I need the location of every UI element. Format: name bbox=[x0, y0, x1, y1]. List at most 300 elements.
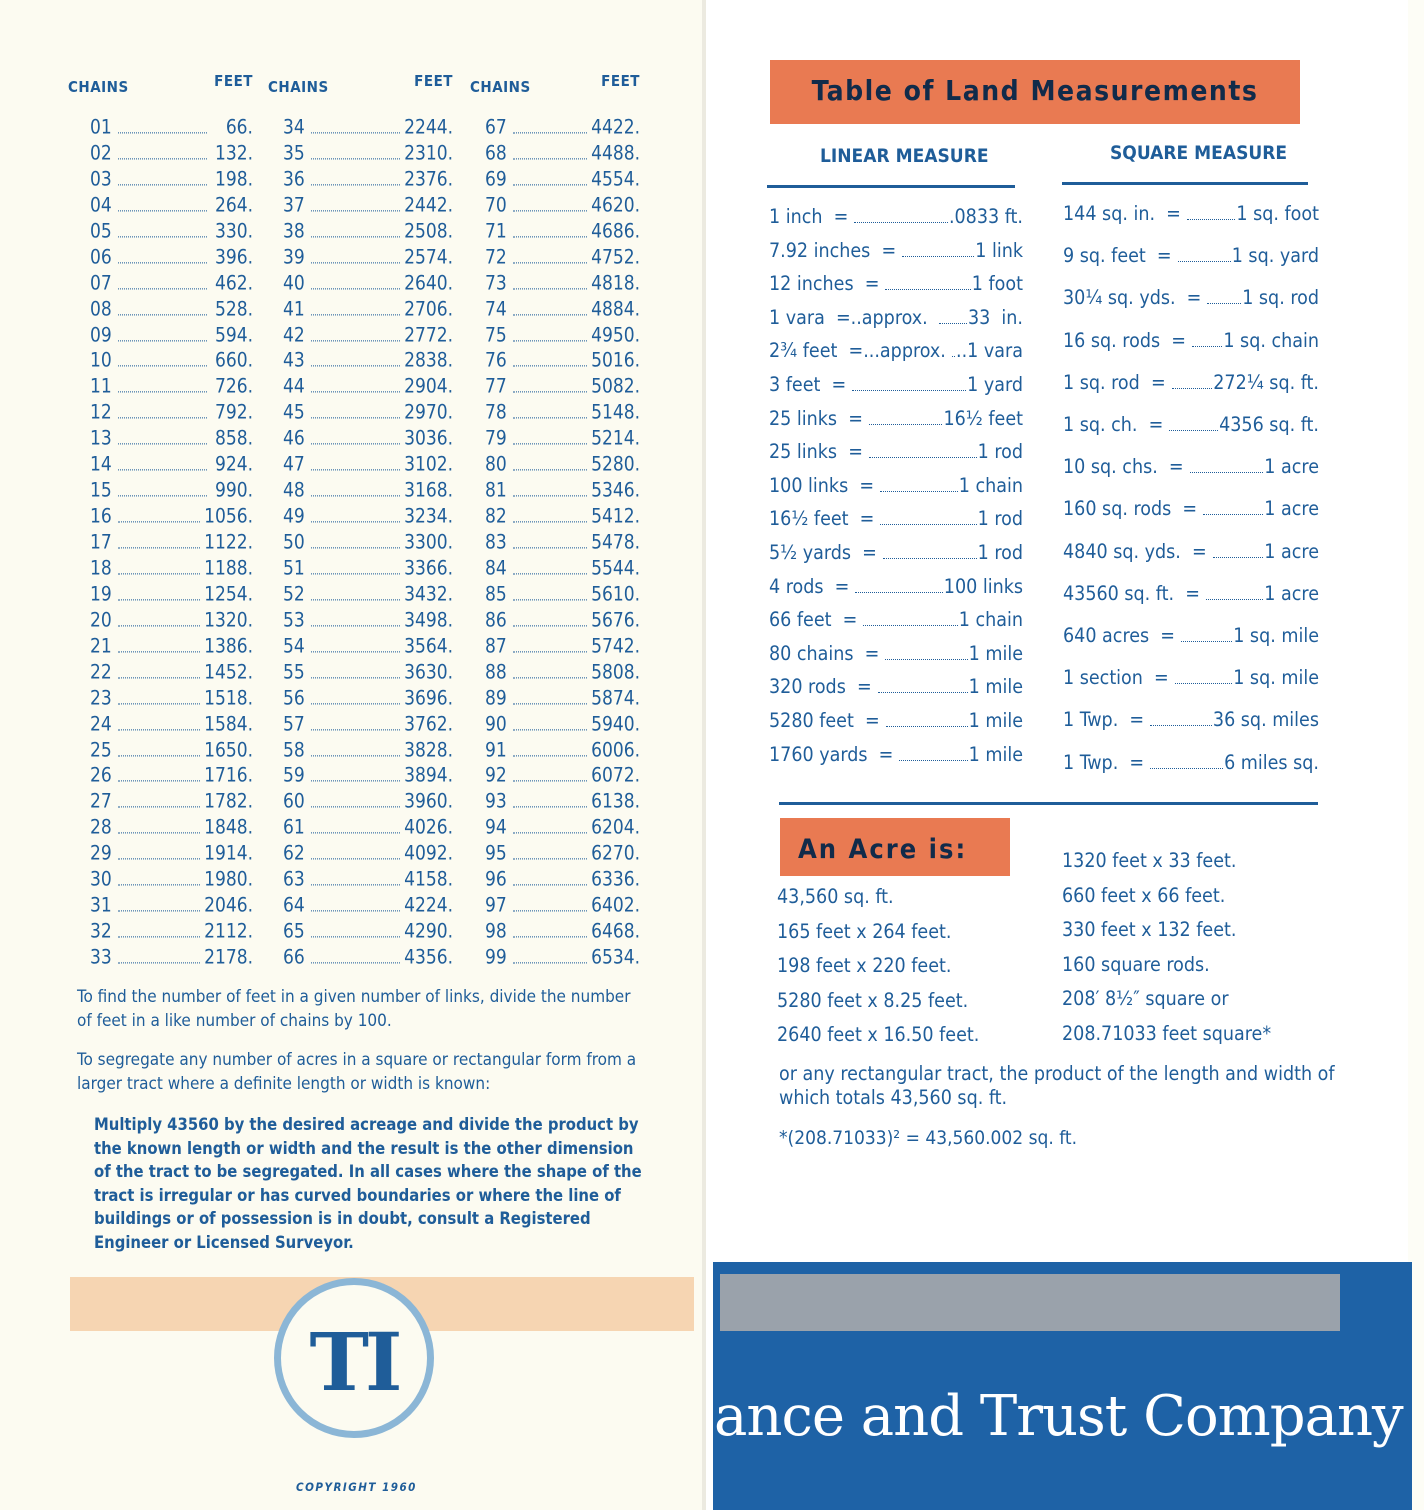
dot-leader bbox=[118, 547, 200, 548]
dot-leader bbox=[1175, 683, 1232, 684]
measure-equivalent: 1 foot bbox=[971, 272, 1023, 296]
table-row bbox=[283, 864, 453, 891]
dot-leader bbox=[311, 833, 400, 834]
dot-leader bbox=[513, 392, 587, 393]
feet-value: 4752. bbox=[591, 245, 640, 269]
dot-leader bbox=[939, 323, 967, 324]
measure-row bbox=[769, 238, 1023, 262]
dot-leader bbox=[118, 781, 200, 782]
measure-term: 30¼ sq. yds. = bbox=[1063, 286, 1202, 310]
dot-leader bbox=[1190, 472, 1264, 473]
feet-value: 726. bbox=[214, 374, 253, 398]
dot-leader bbox=[513, 521, 587, 522]
feet-value: 6006. bbox=[591, 737, 640, 762]
measure-equivalent: 16½ feet bbox=[943, 406, 1023, 430]
table-row bbox=[485, 915, 640, 942]
chains-value: 67 bbox=[485, 115, 507, 139]
feet-value: 3432. bbox=[404, 582, 453, 606]
feet-value: 5940. bbox=[591, 712, 640, 736]
chains-value: 81 bbox=[485, 478, 507, 502]
measure-row bbox=[769, 439, 1023, 463]
table-row bbox=[283, 189, 453, 216]
acre-equivalent: 330 feet x 132 feet. bbox=[1062, 918, 1237, 941]
table-row bbox=[485, 838, 640, 865]
table-row bbox=[90, 345, 253, 372]
dot-leader bbox=[311, 703, 400, 704]
chains-value: 69 bbox=[485, 167, 507, 191]
table-row bbox=[90, 267, 253, 294]
chains-value: 73 bbox=[485, 271, 507, 295]
feet-value: 1122. bbox=[204, 530, 253, 554]
dot-leader bbox=[513, 184, 587, 185]
measure-row bbox=[1063, 539, 1319, 563]
section-divider bbox=[779, 802, 1318, 805]
chains-value: 25 bbox=[90, 737, 112, 762]
dot-leader bbox=[311, 910, 400, 911]
dot-leader bbox=[311, 288, 400, 289]
measure-term: 5½ yards = bbox=[769, 541, 877, 564]
dot-leader bbox=[899, 760, 967, 761]
dot-leader bbox=[1207, 303, 1241, 304]
feet-value: 3498. bbox=[404, 608, 453, 632]
table-row bbox=[485, 604, 640, 631]
feet-header: FEET bbox=[214, 72, 253, 90]
dot-leader bbox=[118, 625, 200, 626]
table-row bbox=[90, 552, 253, 579]
dot-leader bbox=[513, 962, 587, 963]
dot-leader bbox=[311, 314, 400, 315]
ti-logo bbox=[274, 1278, 434, 1438]
dot-leader bbox=[513, 314, 587, 315]
chains-value: 42 bbox=[283, 322, 305, 347]
chains-value: 99 bbox=[485, 945, 507, 969]
feet-value: 3696. bbox=[404, 686, 453, 710]
dot-leader bbox=[118, 210, 207, 211]
chains-value: 95 bbox=[485, 841, 507, 865]
measure-term: 10 sq. chs. = bbox=[1063, 455, 1184, 479]
dot-leader bbox=[513, 288, 587, 289]
chains-value: 39 bbox=[283, 245, 305, 269]
dot-leader bbox=[513, 366, 587, 367]
measure-term: 320 rods = bbox=[769, 675, 872, 699]
measure-equivalent: 1 chain bbox=[958, 608, 1023, 632]
dot-leader bbox=[118, 288, 207, 289]
chains-header: CHAINS bbox=[470, 78, 531, 96]
dot-leader bbox=[118, 833, 200, 834]
dot-leader bbox=[311, 340, 400, 341]
table-row bbox=[283, 111, 453, 138]
measure-equivalent: 1 mile bbox=[968, 675, 1023, 699]
measure-term: 2¾ feet =...approx. bbox=[769, 339, 946, 363]
feet-header: FEET bbox=[414, 72, 453, 90]
chains-value: 96 bbox=[485, 867, 507, 891]
table-row bbox=[485, 500, 640, 527]
measure-row bbox=[1063, 623, 1319, 647]
chains-value: 14 bbox=[90, 452, 112, 476]
dot-leader bbox=[880, 524, 976, 525]
measure-equivalent: 6 miles sq. bbox=[1224, 750, 1319, 774]
chains-value: 56 bbox=[283, 686, 305, 710]
chains-value: 97 bbox=[485, 893, 507, 917]
feet-value: 5874. bbox=[591, 686, 640, 710]
dot-leader bbox=[311, 547, 400, 548]
chains-value: 53 bbox=[283, 608, 305, 632]
dot-leader bbox=[118, 936, 200, 937]
table-row bbox=[485, 708, 640, 735]
dot-leader bbox=[118, 962, 200, 963]
dot-leader bbox=[854, 222, 948, 223]
measure-term: 640 acres = bbox=[1063, 624, 1176, 647]
chains-value: 61 bbox=[283, 815, 305, 839]
dot-leader bbox=[311, 651, 400, 652]
chains-value: 19 bbox=[90, 582, 112, 606]
chains-value: 98 bbox=[485, 919, 507, 943]
acre-equivalent: 165 feet x 264 feet. bbox=[777, 919, 952, 943]
dot-leader bbox=[513, 340, 587, 341]
table-row bbox=[485, 864, 640, 891]
acre-equivalent: 5280 feet x 8.25 feet. bbox=[777, 988, 969, 1012]
feet-value: 2112. bbox=[204, 919, 253, 943]
measure-row bbox=[769, 305, 1023, 329]
dot-leader bbox=[311, 444, 400, 445]
dot-leader bbox=[118, 262, 207, 263]
table-row bbox=[90, 293, 253, 320]
feet-value: 2244. bbox=[404, 115, 453, 139]
measure-equivalent: ..1 vara bbox=[956, 339, 1023, 363]
chains-value: 35 bbox=[283, 141, 305, 165]
dot-leader bbox=[513, 833, 587, 834]
measure-term: 1 inch = bbox=[769, 205, 849, 228]
table-row bbox=[90, 449, 253, 476]
links-note: To find the number of feet in a given number of links, divide the number of feet in a like number of chains by 100. bbox=[77, 987, 631, 1031]
measure-row bbox=[1063, 581, 1319, 605]
dot-leader bbox=[1181, 641, 1232, 642]
dot-leader bbox=[311, 392, 400, 393]
chains-value: 94 bbox=[485, 815, 507, 839]
table-row bbox=[485, 552, 640, 579]
feet-value: 5280. bbox=[591, 452, 640, 476]
dot-leader bbox=[311, 469, 400, 470]
chains-value: 78 bbox=[485, 400, 507, 424]
dot-leader bbox=[118, 651, 200, 652]
measure-term: 1 Twp. = bbox=[1063, 708, 1145, 732]
table-row bbox=[90, 500, 253, 527]
table-row bbox=[283, 708, 453, 735]
feet-value: 924. bbox=[214, 452, 253, 476]
table-row bbox=[283, 371, 453, 398]
feet-value: 4026. bbox=[404, 815, 453, 839]
measure-row bbox=[1063, 665, 1319, 689]
table-row bbox=[283, 656, 453, 683]
table-row bbox=[90, 189, 253, 216]
dot-leader bbox=[513, 444, 587, 445]
table-row bbox=[283, 578, 453, 605]
measure-equivalent: 1 rod bbox=[977, 440, 1023, 464]
table-row bbox=[90, 371, 253, 398]
table-column-header bbox=[268, 72, 453, 100]
table-row bbox=[283, 760, 453, 787]
chains-value: 60 bbox=[283, 789, 305, 813]
chains-value: 16 bbox=[90, 504, 112, 528]
feet-value: 5676. bbox=[591, 608, 640, 632]
acre-equivalent: 2640 feet x 16.50 feet. bbox=[777, 1023, 980, 1046]
measure-row bbox=[1063, 750, 1319, 774]
table-row bbox=[283, 163, 453, 190]
measure-row bbox=[1063, 454, 1319, 478]
chains-value: 33 bbox=[90, 945, 112, 969]
chains-value: 06 bbox=[90, 245, 112, 269]
feet-value: 66. bbox=[225, 115, 253, 139]
measure-term: 144 sq. in. = bbox=[1063, 202, 1181, 225]
table-row bbox=[90, 526, 253, 553]
measure-term: 12 inches = bbox=[769, 272, 880, 296]
feet-value: 198. bbox=[214, 167, 253, 191]
table-row bbox=[283, 838, 453, 865]
chains-value: 43 bbox=[283, 348, 305, 373]
feet-value: 3168. bbox=[404, 478, 453, 502]
feet-value: 3894. bbox=[404, 763, 453, 788]
feet-value: 4290. bbox=[404, 919, 453, 943]
measure-equivalent: 1 sq. chain bbox=[1223, 328, 1319, 352]
feet-value: 2046. bbox=[204, 893, 253, 917]
chains-value: 58 bbox=[283, 737, 305, 762]
feet-value: 1914. bbox=[204, 841, 253, 865]
feet-value: 1320. bbox=[204, 608, 253, 632]
table-row bbox=[90, 656, 253, 683]
table-row bbox=[283, 941, 453, 968]
measure-equivalent: 1 link bbox=[975, 238, 1023, 262]
dot-leader bbox=[118, 158, 207, 159]
table-row bbox=[90, 915, 253, 942]
chains-value: 40 bbox=[283, 271, 305, 295]
chains-value: 29 bbox=[90, 841, 112, 865]
table-column-header bbox=[68, 72, 253, 100]
chains-value: 79 bbox=[485, 426, 507, 450]
table-row bbox=[90, 319, 253, 346]
dot-leader bbox=[311, 884, 400, 885]
feet-value: 2706. bbox=[404, 297, 453, 321]
table-row bbox=[283, 215, 453, 242]
dot-leader bbox=[513, 859, 587, 860]
measure-row bbox=[769, 406, 1023, 430]
chains-value: 26 bbox=[90, 763, 112, 788]
chains-value: 22 bbox=[90, 660, 112, 684]
dot-leader bbox=[311, 573, 400, 574]
chains-value: 10 bbox=[90, 348, 112, 373]
dot-leader bbox=[311, 599, 400, 600]
chains-value: 07 bbox=[90, 271, 112, 295]
dot-leader bbox=[513, 936, 587, 937]
feet-value: 3564. bbox=[404, 634, 453, 658]
feet-value: 1518. bbox=[204, 686, 253, 710]
chains-value: 76 bbox=[485, 348, 507, 373]
dot-leader bbox=[311, 859, 400, 860]
chains-value: 74 bbox=[485, 297, 507, 321]
table-row bbox=[90, 241, 253, 268]
table-row bbox=[485, 267, 640, 294]
chains-value: 03 bbox=[90, 167, 112, 191]
dot-leader bbox=[513, 599, 587, 600]
dot-leader bbox=[118, 469, 207, 470]
table-row bbox=[283, 630, 453, 657]
chains-value: 23 bbox=[90, 686, 112, 710]
feet-value: 4950. bbox=[591, 322, 640, 347]
feet-value: 4224. bbox=[404, 893, 453, 917]
feet-value: 5214. bbox=[591, 426, 640, 450]
dot-leader bbox=[118, 314, 207, 315]
feet-value: 2772. bbox=[404, 322, 453, 347]
dot-leader bbox=[886, 726, 968, 727]
dot-leader bbox=[513, 755, 587, 756]
dot-leader bbox=[513, 651, 587, 652]
dot-leader bbox=[118, 340, 207, 341]
measure-equivalent: 1 rod bbox=[977, 507, 1023, 531]
measure-term: 66 feet = bbox=[769, 608, 858, 632]
measure-term: 4840 sq. yds. = bbox=[1063, 539, 1207, 563]
dot-leader bbox=[118, 495, 207, 496]
acre-equivalent: 660 feet x 66 feet. bbox=[1062, 883, 1226, 907]
table-row bbox=[90, 423, 253, 450]
measure-term: 1 sq. ch. = bbox=[1063, 413, 1164, 436]
measure-term: 1 Twp. = bbox=[1063, 750, 1145, 774]
dot-leader bbox=[1187, 219, 1235, 220]
table-row bbox=[283, 915, 453, 942]
table-row bbox=[90, 812, 253, 839]
feet-value: 660. bbox=[214, 348, 253, 373]
feet-value: 3300. bbox=[404, 530, 453, 554]
dot-leader bbox=[118, 444, 207, 445]
chains-value: 05 bbox=[90, 219, 112, 243]
table-row bbox=[90, 604, 253, 631]
feet-value: 2838. bbox=[404, 348, 453, 373]
feet-value: 3960. bbox=[404, 789, 453, 813]
table-row bbox=[485, 474, 640, 501]
table-row bbox=[283, 449, 453, 476]
chains-value: 36 bbox=[283, 167, 305, 191]
table-row bbox=[283, 397, 453, 424]
measure-term: 5280 feet = bbox=[769, 709, 880, 732]
dot-leader bbox=[311, 962, 400, 963]
measure-equivalent: 1 chain bbox=[958, 473, 1023, 497]
table-row bbox=[283, 552, 453, 579]
dot-leader bbox=[1150, 725, 1212, 726]
chains-value: 49 bbox=[283, 504, 305, 528]
measure-equivalent: 1 sq. yard bbox=[1231, 244, 1319, 268]
feet-value: 4356. bbox=[404, 945, 453, 969]
chains-value: 86 bbox=[485, 608, 507, 632]
company-name: ance and Trust Company bbox=[714, 1384, 1403, 1449]
chains-value: 15 bbox=[90, 478, 112, 502]
dot-leader bbox=[902, 256, 974, 257]
feet-value: 2970. bbox=[404, 400, 453, 424]
feet-value: 4620. bbox=[591, 193, 640, 217]
table-row bbox=[90, 786, 253, 813]
table-row bbox=[283, 137, 453, 164]
dot-leader bbox=[952, 356, 955, 357]
acre-equivalent: 208.71033 feet square* bbox=[1062, 1021, 1272, 1045]
measure-equivalent: 1 mile bbox=[968, 742, 1023, 766]
table-row bbox=[485, 397, 640, 424]
table-row bbox=[283, 526, 453, 553]
acre-equivalent: 160 square rods. bbox=[1062, 952, 1210, 976]
dot-leader bbox=[311, 132, 400, 133]
measure-row bbox=[769, 641, 1023, 665]
measure-row bbox=[769, 708, 1023, 732]
measure-term: 80 chains = bbox=[769, 641, 880, 665]
chains-value: 01 bbox=[90, 115, 112, 139]
measure-row bbox=[769, 742, 1023, 766]
feet-value: 6072. bbox=[591, 763, 640, 788]
feet-value: 1650. bbox=[204, 737, 253, 762]
dot-leader bbox=[513, 703, 587, 704]
measure-row bbox=[769, 674, 1023, 698]
chains-value: 02 bbox=[90, 141, 112, 165]
feet-value: 396. bbox=[214, 245, 253, 269]
acre-title: An Acre is: bbox=[798, 834, 968, 865]
title-banner bbox=[770, 60, 1300, 124]
table-row bbox=[485, 630, 640, 657]
chains-header: CHAINS bbox=[68, 78, 129, 96]
dot-leader bbox=[513, 573, 587, 574]
chains-value: 59 bbox=[283, 763, 305, 788]
linear-heading-rule bbox=[767, 185, 1015, 188]
feet-value: 264. bbox=[214, 193, 253, 217]
dot-leader bbox=[311, 677, 400, 678]
chains-value: 64 bbox=[283, 893, 305, 917]
dot-leader bbox=[880, 491, 958, 492]
chains-value: 47 bbox=[283, 452, 305, 476]
measure-equivalent: 1 acre bbox=[1264, 455, 1319, 479]
chains-value: 09 bbox=[90, 322, 112, 347]
dot-leader bbox=[513, 495, 587, 496]
measure-row bbox=[1063, 496, 1319, 520]
dot-leader bbox=[311, 418, 400, 419]
feet-value: 5412. bbox=[591, 504, 640, 528]
chains-value: 66 bbox=[283, 945, 305, 969]
dot-leader bbox=[513, 677, 587, 678]
table-row bbox=[283, 786, 453, 813]
acre-equivalent: 1320 feet x 33 feet. bbox=[1062, 849, 1237, 872]
feet-header: FEET bbox=[601, 72, 640, 90]
feet-value: 6534. bbox=[591, 945, 640, 969]
table-row bbox=[485, 163, 640, 190]
dot-leader bbox=[513, 729, 587, 730]
measure-row bbox=[1063, 243, 1319, 267]
chains-value: 20 bbox=[90, 608, 112, 632]
measure-term: 16 sq. rods = bbox=[1063, 328, 1186, 352]
dot-leader bbox=[1213, 557, 1264, 558]
measure-equivalent: 100 links bbox=[943, 574, 1023, 598]
feet-value: 2376. bbox=[404, 167, 453, 191]
table-row bbox=[283, 293, 453, 320]
chains-value: 72 bbox=[485, 245, 507, 269]
measure-row bbox=[769, 338, 1023, 362]
chains-value: 50 bbox=[283, 530, 305, 554]
dot-leader bbox=[118, 703, 200, 704]
dot-leader bbox=[852, 390, 966, 391]
measure-row bbox=[769, 607, 1023, 631]
table-row bbox=[485, 319, 640, 346]
chains-value: 30 bbox=[90, 867, 112, 891]
feet-value: 792. bbox=[214, 400, 253, 424]
table-row bbox=[485, 889, 640, 916]
dot-leader bbox=[118, 573, 200, 574]
measure-row bbox=[1063, 328, 1319, 352]
acre-banner bbox=[780, 818, 1010, 876]
table-column bbox=[268, 72, 453, 968]
chains-value: 54 bbox=[283, 634, 305, 658]
table-row bbox=[90, 941, 253, 968]
